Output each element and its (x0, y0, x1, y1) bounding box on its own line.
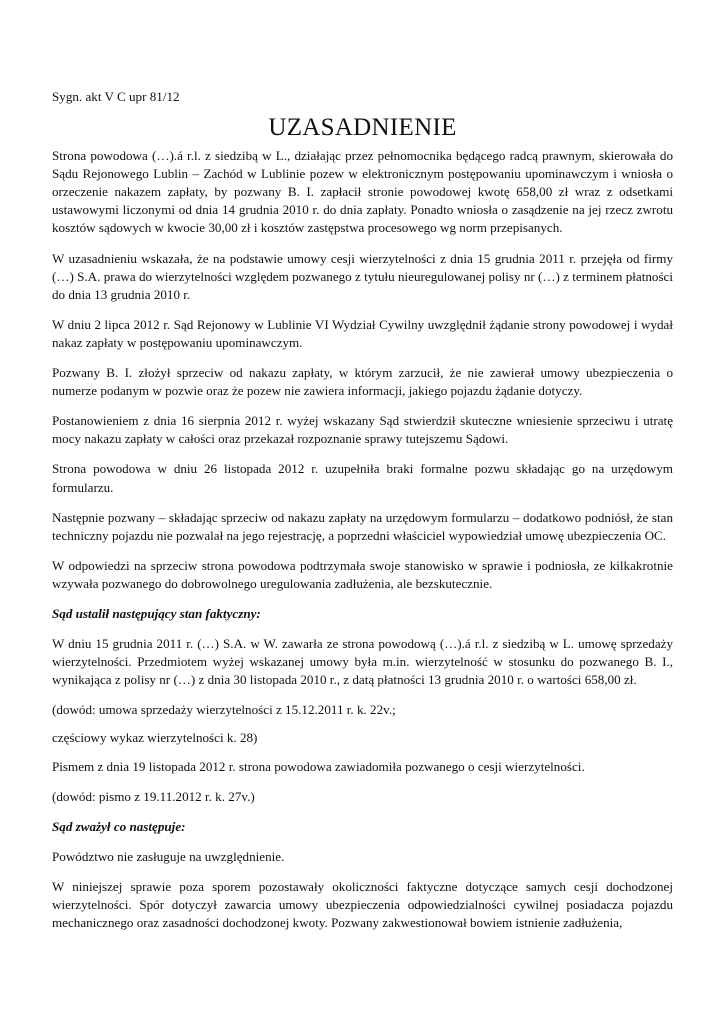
section-heading-considerations: Sąd zważył co następuje: (52, 818, 186, 834)
paragraph-objection: Pozwany B. I. złożył sprzeciw od nakazu zapłaty, w którym zarzucił, że nie zawierał umowy ubezpieczenia o numerze podanym w pozwie oraz że pozew nie zawiera informacji, jakiego pojazdu żądanie dotyczy. (52, 365, 673, 399)
evidence-line-2: częściowy wykaz wierzytelności k. 28) (52, 730, 258, 746)
evidence-line-3: (dowód: pismo z 19.11.2012 r. k. 27v.) (52, 788, 255, 804)
fact-paragraph-notice: Pismem z dnia 19 listopada 2012 r. strona powodowa zawiadomiła pozwanego o cesji wierzytelności. (52, 758, 585, 774)
paragraph-claim: Strona powodowa (…).á r.l. z siedzibą w L., działając przez pełnomocnika będącego radcą prawnym, skierowała do Sądu Rejonowego Lublin – Zachód w Lublinie pozew w elektronicznym postępowaniu upominawczym i wniosła o orzeczenie nakazem zapłaty, by pozwany B. I. zapłacił stronie powodowej kwotę 658,00 zł wraz z odsetkami ustawowymi liczonymi od dnia 14 grudnia 2010 r. do dnia zapłaty. Ponadto wniosła o zasądzenie na jej rzecz zwrotu kosztów sądowych w kwocie 30,00 zł i kosztów zastępstwa procesowego wg norm przepisanych. (52, 148, 673, 236)
document-page (52, 88, 673, 944)
document-title: UZASADNIENIE (268, 114, 457, 142)
consideration-paragraph-2: W niniejszej sprawie poza sporem pozostawały okoliczności faktyczne dotyczące samych cesji dochodzonej wierzytelności. Spór dotyczył zawarcia umowy ubezpieczenia odpowiedzialności cywilnej posiadacza pojazdu mechanicznego oraz zasadności dochodzonej kwoty. Pozwany zakwestionował bowiem istnienie zadłużenia, (52, 878, 673, 931)
section-heading-facts: Sąd ustalił następujący stan faktyczny: (52, 605, 261, 621)
case-signature: Sygn. akt V C upr 81/12 (52, 89, 180, 104)
paragraph-decision: Postanowieniem z dnia 16 sierpnia 2012 r. wyżej wskazany Sąd stwierdził skuteczne wniesienie sprzeciwu i utratę mocy nakazu zapłaty w całości oraz przekazał rozpoznanie sprawy tutejszemu Sądowi. (52, 413, 673, 447)
paragraph-formal-gaps: Strona powodowa w dniu 26 listopada 2012 r. uzupełniła braki formalne pozwu składając go na urzędowym formularzu. (52, 461, 673, 495)
consideration-paragraph-1: Powództwo nie zasługuje na uwzględnienie. (52, 848, 285, 864)
paragraph-justification: W uzasadnieniu wskazała, że na podstawie umowy cesji wierzytelności z dnia 15 grudnia 2011 r. przejęła od firmy (…) S.A. prawa do wierzytelności względem pozwanego z tytułu nieuregulowanej polisy nr (…) z terminem płatności do dnia 13 grudnia 2010 r. (52, 250, 673, 302)
fact-paragraph-sale: W dniu 15 grudnia 2011 r. (…) S.A. w W. zawarła ze strona powodową (…).á r.l. z siedzibą w L. umowę sprzedaży wierzytelności. Przedmiotem wyżej wskazanej umowy była m.in. wierzytelność w stosunku do pozwanego B. I., wynikająca z polisy nr (…) z dnia 30 listopada 2010 r., z datą płatności 13 grudnia 2010 r. o wartości 658,00 zł. (52, 636, 673, 688)
paragraph-additional-objection: Następnie pozwany – składając sprzeciw od nakazu zapłaty na urzędowym formularzu – dodatkowo podniósł, że stan techniczny pojazdu nie pozwalał na jego rejestrację, a poprzedni właściciel wypowiedział umowę ubezpieczenia OC. (52, 509, 673, 543)
paragraph-payment-order: W dniu 2 lipca 2012 r. Sąd Rejonowy w Lublinie VI Wydział Cywilny uwzględnił żądanie strony powodowej i wydał nakaz zapłaty w postępowaniu upominawczym. (52, 316, 673, 350)
evidence-line-1: (dowód: umowa sprzedaży wierzytelności z 15.12.2011 r. k. 22v.; (52, 702, 396, 718)
paragraph-reply: W odpowiedzi na sprzeciw strona powodowa podtrzymała swoje stanowisko w sprawie i podniosła, ze kilkakrotnie wzywała pozwanego do dobrowolnego uregulowania zadłużenia, ale bezskutecznie. (52, 557, 673, 591)
